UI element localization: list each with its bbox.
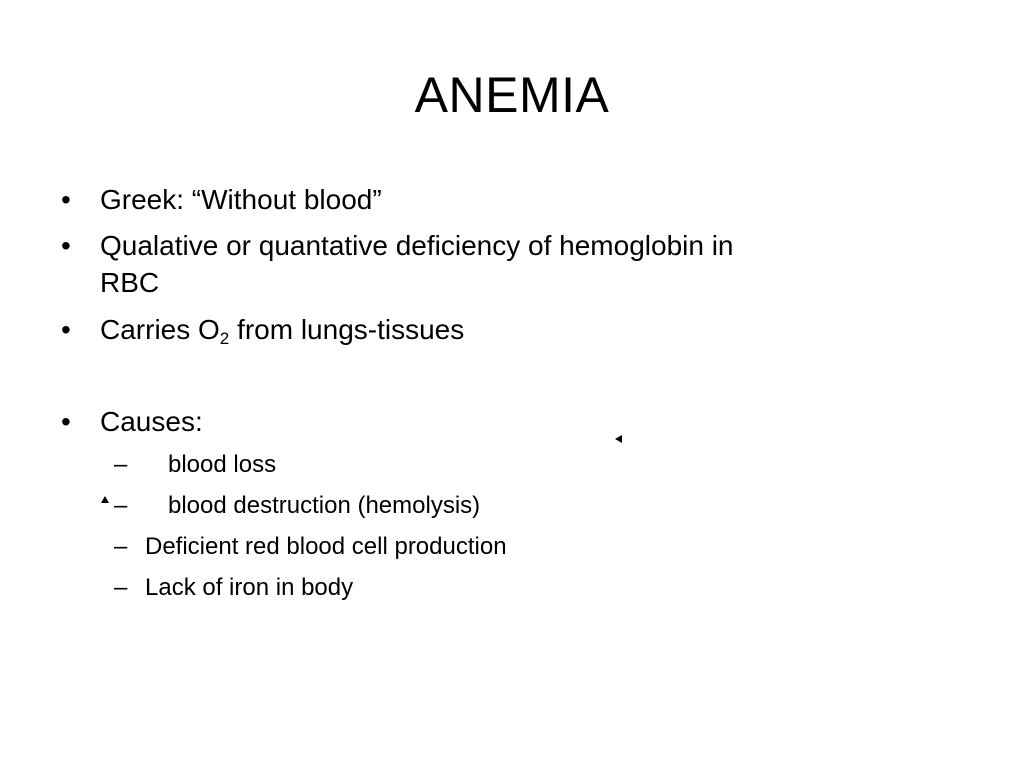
- bullet-deficiency-line2: RBC: [100, 267, 160, 298]
- cause-deficient-production: Deficient red blood cell production: [145, 533, 507, 560]
- bullet-causes: Causes:: [100, 406, 203, 437]
- sub-bullet-dash: –: [114, 451, 128, 478]
- oxygen-subscript: 2: [219, 329, 230, 348]
- slide-title: ANEMIA: [414, 67, 610, 123]
- cause-blood-loss: blood loss: [168, 451, 277, 478]
- arrow-up-icon: [101, 496, 109, 503]
- cause-blood-destruction: blood destruction (hemolysis): [168, 492, 481, 519]
- bullet-carries-o2: [100, 313, 464, 347]
- cause-lack-of-iron: Lack of iron in body: [145, 574, 354, 601]
- bullet-marker: •: [61, 314, 71, 345]
- arrow-left-icon: [615, 435, 622, 443]
- sub-bullet-dash: –: [114, 492, 128, 519]
- carries-prefix: Carries O: [100, 314, 220, 345]
- sub-bullet-dash: –: [114, 574, 128, 601]
- bullet-marker: •: [61, 406, 71, 437]
- carries-suffix: from lungs-tissues: [229, 314, 465, 345]
- bullet-marker: •: [61, 230, 71, 261]
- bullet-marker: •: [61, 184, 71, 215]
- bullet-greek: Greek: “Without blood”: [100, 184, 382, 215]
- bullet-deficiency-line1: Qualative or quantative deficiency of hemoglobin in: [100, 230, 734, 261]
- sub-bullet-dash: –: [114, 533, 128, 560]
